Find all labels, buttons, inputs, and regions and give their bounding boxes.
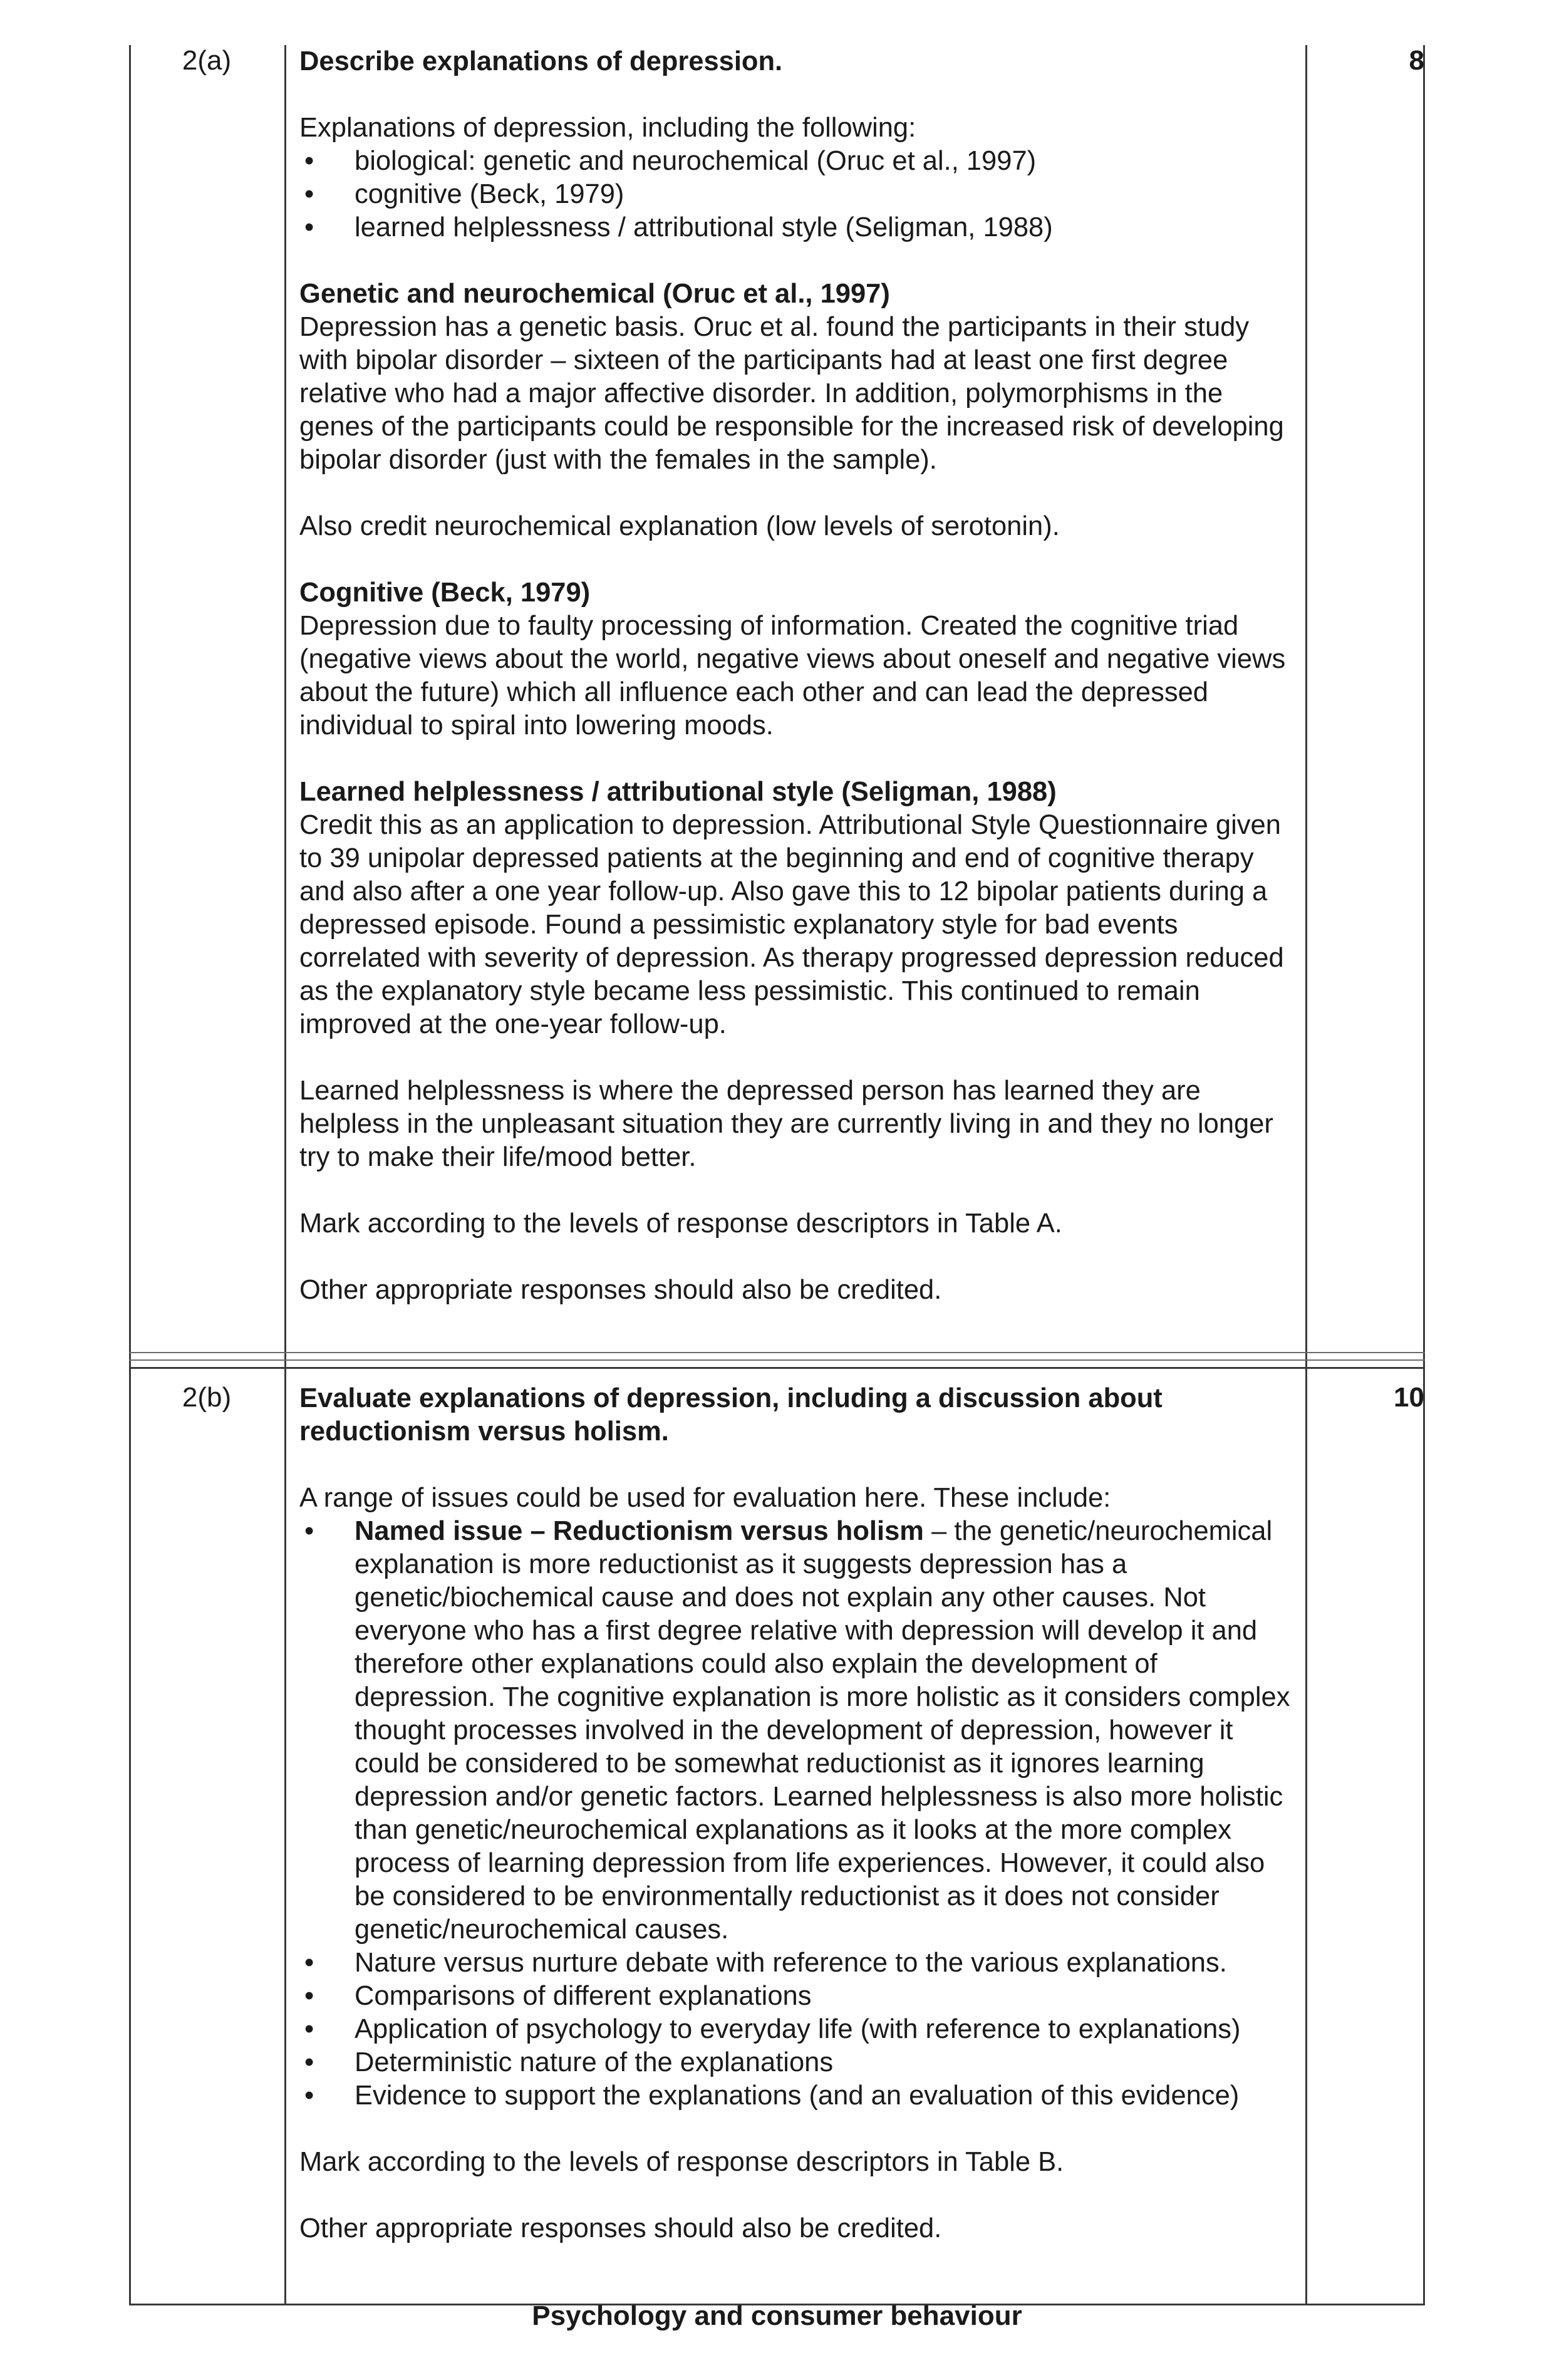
cognitive-text: Depression due to faulty processing of information. Created the cognitive triad (negative views about the world, negative views about oneself and negative views about the future) which all influence each other and can lead the depressed individual to spiral into lowering moods. [299,611,1286,741]
list-item: • Deterministic nature of the explanations [299,2046,1297,2079]
answer-guidance-2a [299,45,1297,1307]
intro-2a: Explanations of depression, including the following: [299,113,916,143]
learned-helplessness-heading: Learned helplessness / attributional style (Seligman, 1988) [299,777,1057,807]
list-item: • biological: genetic and neurochemical (Oruc et al., 1997) [299,145,1297,178]
row-separator-top [129,1352,1425,1353]
list-item: • cognitive (Beck, 1979) [299,178,1297,211]
evaluation-issues-list [299,1515,1297,2112]
table-border-left [129,45,131,2305]
question-heading-2a: Describe explanations of depression. [299,46,783,76]
learned-helplessness-definition: Learned helplessness is where the depressed person has learned they are helpless in the unpleasant situation they are currently living in and they no longer try to make their life/mood better. [299,1076,1273,1172]
list-item-named-issue [299,1515,1297,1946]
other-responses-note-2b: Other appropriate responses should also be credited. [299,2213,942,2243]
answer-guidance-2b [299,1382,1297,2245]
row-separator-middle [129,1359,1425,1361]
learned-helplessness-text: Credit this as an application to depression. Attributional Style Questionnaire given to 39 unipolar depressed patients at the beginning and end of cognitive therapy and also after a one year follow-up. Also gave this to 12 bipolar patients during a depressed episode. Found a pessimistic explanatory style for bad events correlated with severity of depression. As therapy progressed depression reduced as the explanatory style became less pessimistic. This continued to remain improved at the one-year follow-up. [299,810,1284,1039]
list-item: • Comparisons of different explanations [299,1980,1297,2013]
genetic-text: Depression has a genetic basis. Oruc et al. found the participants in their study with bipolar disorder – sixteen of the participants had at least one first degree relative who had a major affective disorder. In addition, polymorphisms in the genes of the participants could be responsible for the increased risk of developing bipolar disorder (just with the females in the sample). [299,312,1284,475]
list-item: • Nature versus nurture debate with reference to the various explanations. [299,1946,1297,1980]
named-issue-label: Named issue – Reductionism versus holism [355,1516,924,1546]
column-divider-2 [1305,45,1307,2305]
genetic-heading: Genetic and neurochemical (Oruc et al., 1997) [299,279,890,309]
list-item: • learned helplessness / attributional style (Seligman, 1988) [299,211,1297,244]
named-issue-text: – the genetic/neurochemical explanation is more reductionist as it suggests depression has a genetic/biochemical cause and does not explain any other causes. Not everyone who has a first degree relative with depression will develop it and therefore other explanations could also explain the development of depression. The cognitive explanation is more holistic as it considers complex thought processes involved in the development of depression, however it could be considered to be somewhat reductionist as it ignores learning depression and/or genetic factors. Learned helplessness is also more holistic than genetic/neurochemical explanations as it looks at the more complex process of learning depression from life experiences. However, it could also be considered to be environmentally reductionist as it does not consider genetic/neurochemical causes. [355,1516,1290,1945]
question-heading-2b: Evaluate explanations of depression, including a discussion about reductionism versus holism. [299,1383,1163,1447]
question-number-2a: 2(a) [182,45,232,76]
marks-2b: 10 [1394,1382,1424,1413]
list-item: • Application of psychology to everyday life (with reference to explanations) [299,2013,1297,2046]
page-footer: Psychology and consumer behaviour [532,2300,1022,2331]
neurochemical-text: Also credit neurochemical explanation (low levels of serotonin). [299,511,1060,541]
column-divider-1 [284,45,286,2305]
mark-note-2a: Mark according to the levels of response descriptors in Table A. [299,1208,1062,1239]
cognitive-heading: Cognitive (Beck, 1979) [299,578,591,608]
mark-note-2b: Mark according to the levels of response descriptors in Table B. [299,2147,1064,2177]
list-item: • Evidence to support the explanations (and an evaluation of this evidence) [299,2079,1297,2112]
question-number-2b: 2(b) [182,1382,232,1413]
other-responses-note-2a: Other appropriate responses should also be credited. [299,1275,942,1305]
row-separator-bottom [129,1367,1425,1369]
explanations-list-2a [299,145,1297,244]
intro-2b: A range of issues could be used for evaluation here. These include: [299,1483,1111,1513]
table-border-right [1423,45,1425,2305]
marks-2a: 8 [1409,45,1424,76]
